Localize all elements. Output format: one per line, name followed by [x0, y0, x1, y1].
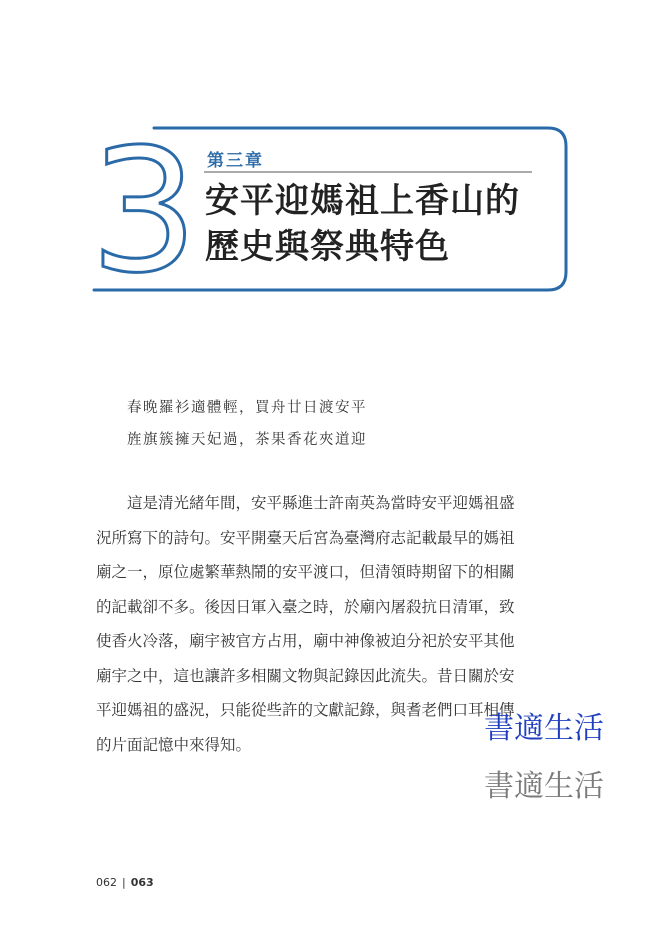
body-line: 廟宇之中，這也讓許多相關文物與記錄因此流失。昔日關於安 — [96, 666, 515, 685]
chapter-label: 第三章 — [207, 151, 264, 171]
poem-line-1: 春晚羅衫適體輕，買舟廿日渡安平 — [127, 400, 367, 416]
body-line: 使香火冷落，廟宇被官方占用，廟中神像被迫分祀於安平其他 — [96, 632, 515, 650]
chapter-number: 3 — [90, 120, 199, 296]
watermark-blue: 書適生活 — [484, 711, 604, 746]
chapter-title-line-1: 安平迎媽祖上香山的 — [205, 181, 520, 221]
body-line: 的片面記憶中來得知。 — [96, 735, 252, 754]
poem-line-2: 旌旗簇擁天妃過，茶果香花夾道迎 — [127, 432, 367, 448]
body-line: 況所寫下的詩句。安平開臺天后宮為臺灣府志記載最早的媽祖 — [96, 528, 515, 547]
page-number-separator: | — [122, 876, 126, 889]
chapter-title-line-2: 歷史與祭典特色 — [205, 227, 450, 267]
page-numbers — [96, 876, 154, 889]
poem-block — [127, 392, 367, 456]
watermark-gray: 書適生活 — [484, 769, 604, 804]
body-line: 廟之一，原位處繁華熱鬧的安平渡口，但清領時期留下的相關 — [96, 563, 515, 581]
left-page-number: 062 — [96, 876, 117, 889]
chapter-title — [205, 178, 545, 270]
body-line: 的記載卻不多。後因日軍入臺之時，於廟內屠殺抗日清軍，致 — [96, 597, 515, 616]
body-line: 平迎媽祖的盛況，只能從些許的文獻記錄，與耆老們口耳相傳 — [96, 701, 515, 719]
body-line: 這是清光緒年間，安平縣進士許南英為當時安平迎媽祖盛 — [127, 494, 515, 512]
right-page-number: 063 — [130, 876, 154, 889]
